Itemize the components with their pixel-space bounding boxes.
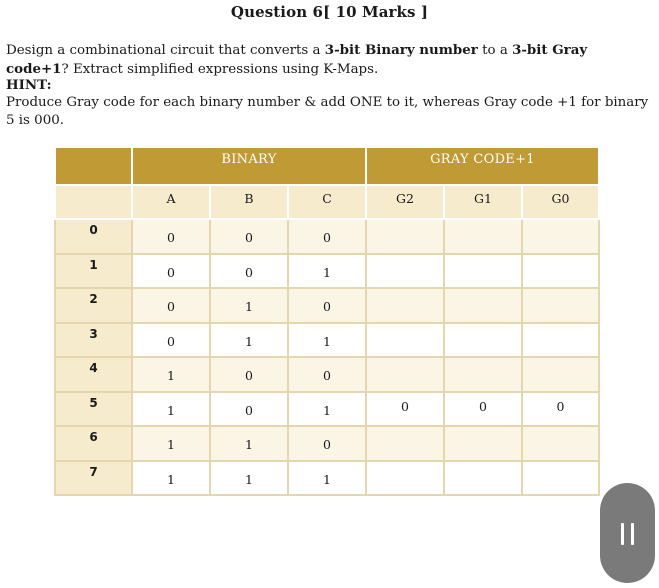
cell-g0[interactable] (522, 461, 599, 496)
cell-c: 0 (288, 357, 366, 392)
row-index: 3 (55, 323, 132, 358)
row-index: 1 (55, 254, 132, 289)
prompt-text-2: to a (477, 43, 513, 58)
cell-g2[interactable] (366, 288, 444, 323)
cell-g2[interactable] (366, 426, 444, 461)
cell-g1[interactable] (444, 254, 522, 289)
cell-g1[interactable] (444, 357, 522, 392)
cell-b: 0 (210, 254, 288, 289)
group-header-binary: BINARY (132, 147, 366, 185)
cell-g2[interactable]: 0 (366, 392, 444, 427)
table-row (55, 426, 599, 461)
column-header: A (132, 185, 210, 219)
cell-a: 0 (132, 219, 210, 254)
cell-a: 0 (132, 288, 210, 323)
group-header-gray: GRAY CODE+1 (366, 147, 599, 185)
row-index: 4 (55, 357, 132, 392)
cell-g0[interactable] (522, 254, 599, 289)
truth-table (54, 146, 600, 496)
cell-a: 1 (132, 426, 210, 461)
cell-g0[interactable] (522, 426, 599, 461)
question-prompt (6, 41, 654, 79)
row-index: 2 (55, 288, 132, 323)
group-header-blank (55, 147, 132, 185)
cell-g1[interactable] (444, 288, 522, 323)
cell-c: 1 (288, 461, 366, 496)
cell-g2[interactable] (366, 219, 444, 254)
hint-label: HINT: (6, 77, 52, 93)
cell-g2[interactable] (366, 461, 444, 496)
cell-g1[interactable] (444, 219, 522, 254)
cell-g1[interactable]: 0 (444, 392, 522, 427)
table-row (55, 392, 599, 427)
question-title: Question 6[ 10 Marks ] (230, 3, 429, 21)
cell-a: 0 (132, 254, 210, 289)
cell-a: 1 (132, 461, 210, 496)
column-header: G1 (444, 185, 522, 219)
cell-b: 0 (210, 219, 288, 254)
cell-b: 1 (210, 426, 288, 461)
cell-c: 0 (288, 426, 366, 461)
cell-g2[interactable] (366, 357, 444, 392)
cell-a: 1 (132, 357, 210, 392)
column-header (55, 185, 132, 219)
cell-g0[interactable] (522, 219, 599, 254)
table-row (55, 288, 599, 323)
cell-b: 1 (210, 288, 288, 323)
cell-g0[interactable] (522, 323, 599, 358)
cell-g0[interactable] (522, 357, 599, 392)
table-row (55, 219, 599, 254)
prompt-text-3: ? Extract simplified expressions using K-Maps. (61, 62, 379, 77)
cell-b: 0 (210, 357, 288, 392)
prompt-bold-binary: 3-bit Binary number (324, 42, 478, 58)
cell-c: 0 (288, 219, 366, 254)
cell-c: 1 (288, 254, 366, 289)
cell-g1[interactable] (444, 461, 522, 496)
prompt-bold-gray: 3-bit Gray code+1 (6, 42, 588, 77)
hint-text: Produce Gray code for each binary number & add ONE to it, whereas Gray code +1 for binary 5 is 000. (6, 95, 649, 128)
cell-a: 1 (132, 392, 210, 427)
column-header-row (55, 185, 599, 219)
cell-b: 1 (210, 461, 288, 496)
row-index: 6 (55, 426, 132, 461)
cell-g0[interactable]: 0 (522, 392, 599, 427)
cell-a: 0 (132, 323, 210, 358)
prompt-text-1: Design a combinational circuit that converts a (6, 43, 325, 58)
cell-c: 1 (288, 323, 366, 358)
column-header: G0 (522, 185, 599, 219)
cell-g2[interactable] (366, 323, 444, 358)
cell-g2[interactable] (366, 254, 444, 289)
cell-c: 1 (288, 392, 366, 427)
cell-c: 0 (288, 288, 366, 323)
group-header-row (55, 147, 599, 185)
column-header: C (288, 185, 366, 219)
row-index: 0 (55, 219, 132, 254)
table-row (55, 461, 599, 496)
cell-g1[interactable] (444, 323, 522, 358)
table-row (55, 323, 599, 358)
column-header: B (210, 185, 288, 219)
column-header: G2 (366, 185, 444, 219)
table-row (55, 254, 599, 289)
row-index: 5 (55, 392, 132, 427)
cell-g0[interactable] (522, 288, 599, 323)
cell-b: 0 (210, 392, 288, 427)
cell-b: 1 (210, 323, 288, 358)
scroll-handle-button[interactable] (600, 483, 655, 583)
cell-g1[interactable] (444, 426, 522, 461)
table-row (55, 357, 599, 392)
row-index: 7 (55, 461, 132, 496)
